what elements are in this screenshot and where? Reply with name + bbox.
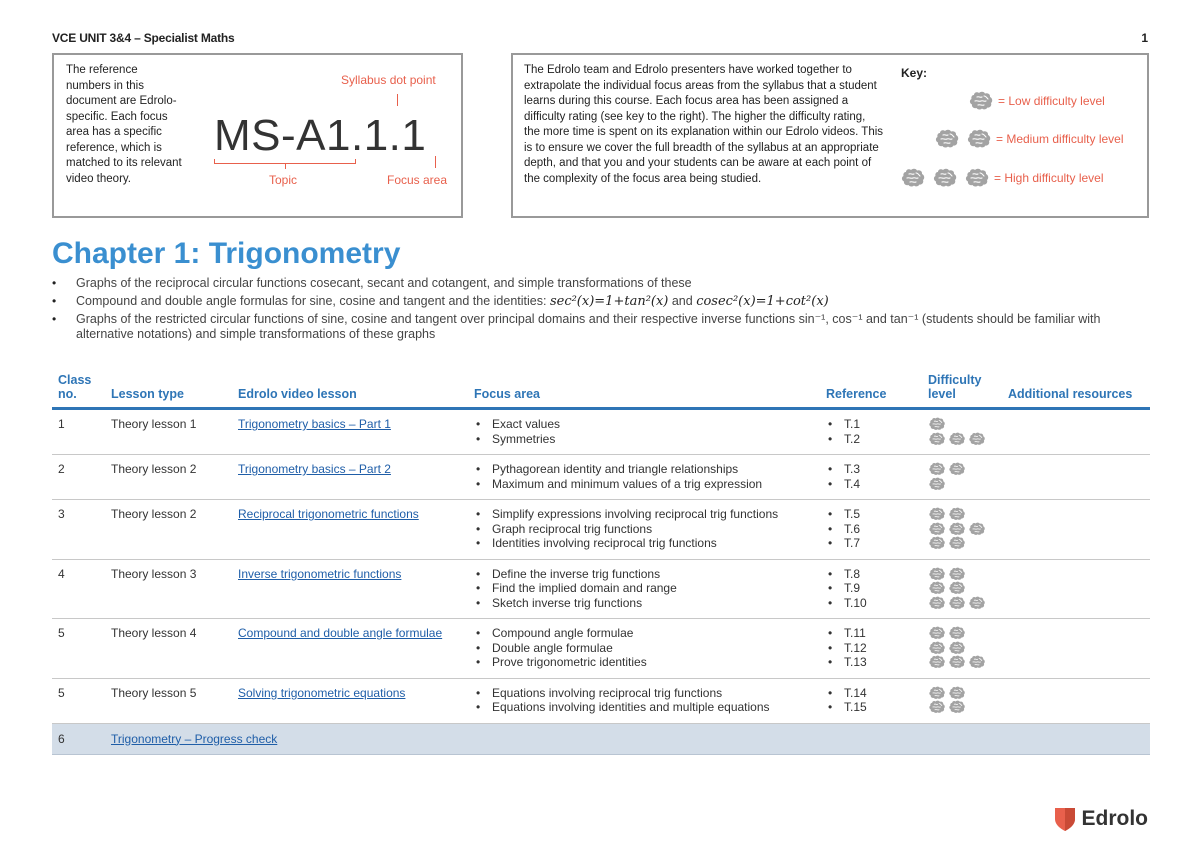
difficulty-rating: [928, 507, 996, 522]
video-lesson-link[interactable]: Reciprocal trigonometric functions: [238, 507, 419, 521]
difficulty-rating: [928, 700, 996, 715]
difficulty-cell: [922, 678, 1002, 723]
table-row: [52, 619, 1150, 679]
key-low-label: = Low difficulty level: [998, 94, 1105, 108]
class-no: 5: [52, 678, 105, 723]
document-unit-title: VCE UNIT 3&4 – Specialist Maths: [52, 31, 235, 45]
brain-icon: [932, 168, 958, 188]
edrolo-shield-icon: [1054, 806, 1076, 832]
key-medium: [934, 129, 1124, 149]
brain-icon: [928, 567, 946, 581]
video-lesson-cell: [232, 619, 468, 679]
difficulty-rating: [928, 477, 996, 492]
brain-icon: [948, 626, 966, 640]
resources-cell: [1002, 455, 1150, 500]
chapter-title: Chapter 1: Trigonometry: [52, 237, 401, 270]
key-title: Key:: [901, 66, 928, 80]
brain-icon: [948, 567, 966, 581]
lesson-type: Theory lesson 4: [105, 619, 232, 679]
video-lesson-link[interactable]: Solving trigonometric equations: [238, 685, 406, 700]
key-high: [900, 168, 1104, 188]
reference-cell: [820, 619, 922, 679]
reference-item: • T.4: [826, 477, 916, 492]
resources-cell: [1002, 500, 1150, 560]
col-header-focus: Focus area: [474, 387, 541, 401]
video-lesson-link[interactable]: Inverse trigonometric functions: [238, 566, 402, 581]
brain-icon: [968, 91, 994, 111]
brain-icon: [928, 477, 946, 491]
key-low: [968, 91, 1105, 111]
reference-item: • T.11: [826, 626, 916, 641]
progress-check-cell: [105, 723, 1150, 755]
class-no: 3: [52, 500, 105, 560]
focus-area-cell: [468, 500, 820, 560]
focus-area-item: • Sketch inverse trig functions: [474, 596, 814, 611]
focus-area-item: • Graph reciprocal trig functions: [474, 522, 814, 537]
difficulty-rating: [928, 417, 996, 432]
lesson-type: Theory lesson 2: [105, 500, 232, 560]
brain-icon: [928, 700, 946, 714]
topic-label: Topic: [269, 173, 298, 187]
table-row: [52, 678, 1150, 723]
lesson-type: Theory lesson 5: [105, 678, 232, 723]
reference-item: • T.13: [826, 655, 916, 670]
reference-item: • T.7: [826, 536, 916, 551]
difficulty-rating: [928, 536, 996, 551]
class-no: 1: [52, 409, 105, 455]
resources-cell: [1002, 678, 1150, 723]
syllabus-point-text: Compound and double angle formulas for sine, cosine and tangent and the identities:: [76, 294, 547, 308]
reference-cell: [820, 500, 922, 560]
reference-item: • T.1: [826, 417, 916, 432]
focus-pointer-line: [435, 156, 436, 168]
reference-item: • T.3: [826, 462, 916, 477]
brain-icon: [948, 462, 966, 476]
reference-item: • T.10: [826, 596, 916, 611]
reference-item: • T.6: [826, 522, 916, 537]
table-row: [52, 409, 1150, 455]
reference-code-example: MS-A1.1.1: [214, 111, 427, 160]
difficulty-rating: [928, 432, 996, 447]
brain-icon: [928, 655, 946, 669]
reference-item: • T.5: [826, 507, 916, 522]
reference-cell: [820, 455, 922, 500]
brain-icon: [928, 581, 946, 595]
col-header-reference: Reference: [826, 387, 887, 401]
edrolo-logo: [1054, 806, 1149, 832]
syllabus-pointer-line: [397, 94, 398, 106]
focus-area-cell: [468, 678, 820, 723]
key-high-label: = High difficulty level: [994, 171, 1104, 185]
difficulty-rating: [928, 626, 996, 641]
focus-area-item: • Prove trigonometric identities: [474, 655, 814, 670]
syllabus-point: • Graphs of the reciprocal circular functions cosecant, secant and cotangent, and simple transformations of these: [52, 276, 1152, 291]
brain-icon: [928, 462, 946, 476]
focus-area-cell: [468, 619, 820, 679]
focus-area-item: • Equations involving identities and multiple equations: [474, 700, 814, 715]
brain-icon: [968, 432, 986, 446]
brain-icon: [948, 641, 966, 655]
reference-item: • T.8: [826, 567, 916, 582]
difficulty-cell: [922, 500, 1002, 560]
table-row: [52, 500, 1150, 560]
video-lesson-link[interactable]: Compound and double angle formulae: [238, 626, 443, 640]
brain-icon: [928, 641, 946, 655]
progress-check-row: [52, 723, 1150, 755]
table-row: [52, 455, 1150, 500]
difficulty-rating: [928, 655, 996, 670]
focus-area-cell: [468, 409, 820, 455]
video-lesson-cell: [232, 455, 468, 500]
progress-check-link[interactable]: Trigonometry – Progress check: [111, 731, 278, 746]
brain-icon: [948, 596, 966, 610]
video-lesson-link[interactable]: Trigonometry basics – Part 1: [238, 417, 391, 431]
video-lesson-cell: [232, 500, 468, 560]
brain-icon: [964, 168, 990, 188]
lessons-table-body: [52, 409, 1150, 755]
lesson-type: Theory lesson 1: [105, 409, 232, 455]
class-no: 5: [52, 619, 105, 679]
focus-area-item: • Equations involving reciprocal trig functions: [474, 686, 814, 701]
chapter-syllabus-points: [52, 276, 1152, 345]
reference-explanation-box: [52, 53, 463, 218]
focus-area-item: • Pythagorean identity and triangle relationships: [474, 462, 814, 477]
brain-icon: [928, 522, 946, 536]
reference-item: • T.14: [826, 686, 916, 701]
col-header-class-no: Class no.: [58, 373, 92, 401]
focus-area-cell: [468, 455, 820, 500]
lesson-type: Theory lesson 3: [105, 559, 232, 619]
focus-area-item: • Symmetries: [474, 432, 814, 447]
focus-area-item: • Define the inverse trig functions: [474, 567, 814, 582]
resources-cell: [1002, 559, 1150, 619]
brain-icon: [928, 536, 946, 550]
syllabus-point: [52, 294, 1152, 309]
difficulty-cell: [922, 559, 1002, 619]
col-header-resources: Additional resources: [1008, 387, 1133, 401]
brain-icon: [928, 596, 946, 610]
reference-item: • T.12: [826, 641, 916, 656]
focus-area-item: • Double angle formulae: [474, 641, 814, 656]
brain-icon: [948, 700, 966, 714]
syllabus-dot-point-label: Syllabus dot point: [341, 73, 436, 87]
lesson-type: Theory lesson 2: [105, 455, 232, 500]
brain-icon: [948, 581, 966, 595]
page-number: 1: [1141, 31, 1148, 45]
col-header-video: Edrolo video lesson: [238, 387, 357, 401]
focus-area-item: • Find the implied domain and range: [474, 581, 814, 596]
focus-area-item: • Maximum and minimum values of a trig expression: [474, 477, 814, 492]
key-medium-label: = Medium difficulty level: [996, 132, 1124, 146]
table-row: [52, 559, 1150, 619]
identity-sec: sec²(x)=1+tan²(x): [549, 294, 669, 309]
video-lesson-cell: [232, 409, 468, 455]
difficulty-rating: [928, 596, 996, 611]
reference-cell: [820, 559, 922, 619]
difficulty-rating: [928, 522, 996, 537]
brain-icon: [934, 129, 960, 149]
brain-icon: [948, 522, 966, 536]
brain-icon: [928, 626, 946, 640]
difficulty-rating: [928, 462, 996, 477]
reference-explanation-text: The reference numbers in this document are Edrolo-specific. Each focus area has a specific reference, which is matched to its relevant video theory.: [66, 64, 182, 185]
focus-area-item: • Compound angle formulae: [474, 626, 814, 641]
brain-icon: [928, 417, 946, 431]
reference-item: • T.2: [826, 432, 916, 447]
syllabus-point: • Graphs of the restricted circular functions of sine, cosine and tangent over principal domains and their respective inverse functions sin⁻¹, cos⁻¹ and tan⁻¹ (students should be familiar with alternative notations) and simple transformations of these graphs: [52, 312, 1152, 342]
resources-cell: [1002, 409, 1150, 455]
col-header-lesson-type: Lesson type: [111, 387, 184, 401]
table-header-row: [52, 371, 1150, 409]
video-lesson-cell: [232, 559, 468, 619]
difficulty-cell: [922, 619, 1002, 679]
resources-cell: [1002, 619, 1150, 679]
focus-area-item: • Exact values: [474, 417, 814, 432]
col-header-difficulty: Difficulty level: [928, 373, 982, 401]
difficulty-rating: [928, 686, 996, 701]
brain-icon: [948, 432, 966, 446]
class-no: 4: [52, 559, 105, 619]
brain-icon: [948, 686, 966, 700]
topic-pointer-line: [285, 164, 286, 169]
video-lesson-cell: [232, 678, 468, 723]
lessons-table: [52, 371, 1150, 755]
difficulty-cell: [922, 455, 1002, 500]
brain-icon: [968, 522, 986, 536]
brain-icon: [966, 129, 992, 149]
difficulty-rating: [928, 567, 996, 582]
brain-icon: [928, 686, 946, 700]
brain-icon: [928, 507, 946, 521]
focus-area-label: Focus area: [387, 173, 448, 187]
video-lesson-link[interactable]: Trigonometry basics – Part 2: [238, 462, 391, 476]
difficulty-explanation-box: [511, 53, 1149, 218]
edrolo-wordmark: Edrolo: [1081, 807, 1148, 830]
class-no: 6: [52, 723, 105, 755]
brain-icon: [948, 655, 966, 669]
brain-icon: [948, 507, 966, 521]
reference-item: • T.15: [826, 700, 916, 715]
brain-icon: [900, 168, 926, 188]
reference-cell: [820, 409, 922, 455]
focus-area-cell: [468, 559, 820, 619]
brain-icon: [968, 596, 986, 610]
focus-area-item: • Identities involving reciprocal trig functions: [474, 536, 814, 551]
syllabus-point-and: and: [671, 294, 693, 308]
identity-cosec: cosec²(x)=1+cot²(x): [696, 294, 829, 309]
focus-area-item: • Simplify expressions involving reciprocal trig functions: [474, 507, 814, 522]
class-no: 2: [52, 455, 105, 500]
difficulty-rating: [928, 641, 996, 656]
difficulty-cell: [922, 409, 1002, 455]
brain-icon: [968, 655, 986, 669]
difficulty-rating: [928, 581, 996, 596]
brain-icon: [948, 536, 966, 550]
difficulty-explanation-text: The Edrolo team and Edrolo presenters have worked together to extrapolate the individual focus areas from the syllabus that a student learns during this course. Each focus area has been assigned a difficulty rating (see key to the right). The higher the difficulty rating, the more time is spent on its explanation within our Edrolo videos. This is to ensure we cover the full breadth of the syllabus at an appropriate depth, and that you and your students can be aware at each point of the complexity of the focus area being studied.: [524, 64, 884, 185]
brain-icon: [928, 432, 946, 446]
reference-item: • T.9: [826, 581, 916, 596]
reference-cell: [820, 678, 922, 723]
